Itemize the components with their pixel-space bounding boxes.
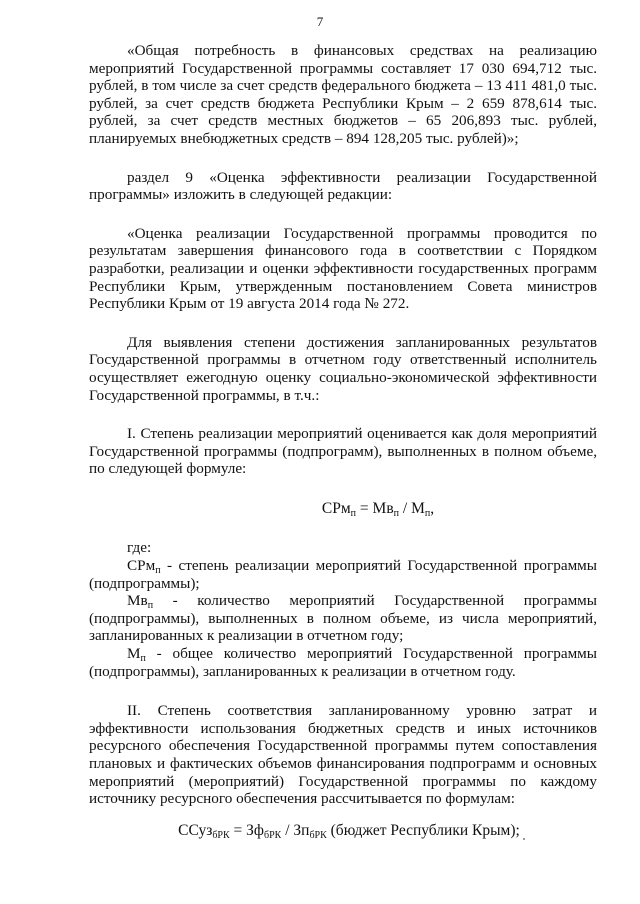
definition-m: $М_п$ - общее количество мероприятий Государственной программы (подпрограммы), запланированных к реализации в отчетном году. xyxy=(89,645,597,680)
paragraph-assessment: Для выявления степени достижения запланированных результатов Государственной программы в отчетном году ответственный исполнитель осуществляет ежегодную оценку социально-экономической эффективности Государственной программы, в т.ч.: xyxy=(89,333,597,404)
definition-srm: СРм$_п$ - степень реализации мероприятий Государственной программы (подпрограммы); xyxy=(89,557,597,592)
where-label: где: xyxy=(127,539,152,557)
page-number: 7 xyxy=(316,14,324,29)
formula-ssuz: ССуз$_{бРК}$ = $Зф_{бРК} / Зп_{бРК}$ (бюджет Республики Крым); xyxy=(178,821,520,841)
paragraph-financing: «Общая потребность в финансовых средствах на реализацию мероприятий Государственной программы составляет 17 030 694,712 тыс. рублей, в том числе за счет средств федерального бюджета – 13 411 481,0 тыс. рублей, за счет средств бюджета Республики Крым – 2 659 878,614 тыс. рублей, за счет средств местных бюджетов – 65 206,893 тыс. рублей, планируемых внебюджетных средств – 894 128,205 тыс. рублей)»; xyxy=(89,42,597,147)
definition-mv: $Мв_п$ - количество мероприятий Государственной программы (подпрограммы), выполненных в полном объеме, из числа мероприятий, запланированных к реализации в отчетном году; xyxy=(89,592,597,645)
paragraph-evaluation: «Оценка реализации Государственной программы проводится по результатам завершения финансового года в соответствии с Порядком разработки, реализации и оценки эффективности государственных программ Республики Крым, утвержденным постановлением Совета министров Республики Крым от 19 августа 2014 года № 272. xyxy=(89,224,597,313)
paragraph-degree-i: I. Степень реализации мероприятий оценивается как доля мероприятий Государственной программы (подпрограмм), выполненных в полном объеме, по следующей формуле: xyxy=(89,425,597,478)
paragraph-section-9: раздел 9 «Оценка эффективности реализации Государственной программы» изложить в следующей редакции: xyxy=(89,168,597,204)
formula-srm: $СРм_п = Мв_п / М_п$, xyxy=(321,499,435,519)
scan-speck xyxy=(523,838,525,840)
document-body xyxy=(89,42,597,839)
paragraph-degree-ii: II. Степень соответствия запланированному уровню затрат и эффективности использования бюджетных средств и иных источников ресурсного обеспечения Государственной программы путем сопоставления плановых и фактических объемов финансирования подпрограмм и основных мероприятий (мероприятий) Государственной программы по каждому источнику ресурсного обеспечения рассчитывается по формулам: xyxy=(89,702,597,808)
